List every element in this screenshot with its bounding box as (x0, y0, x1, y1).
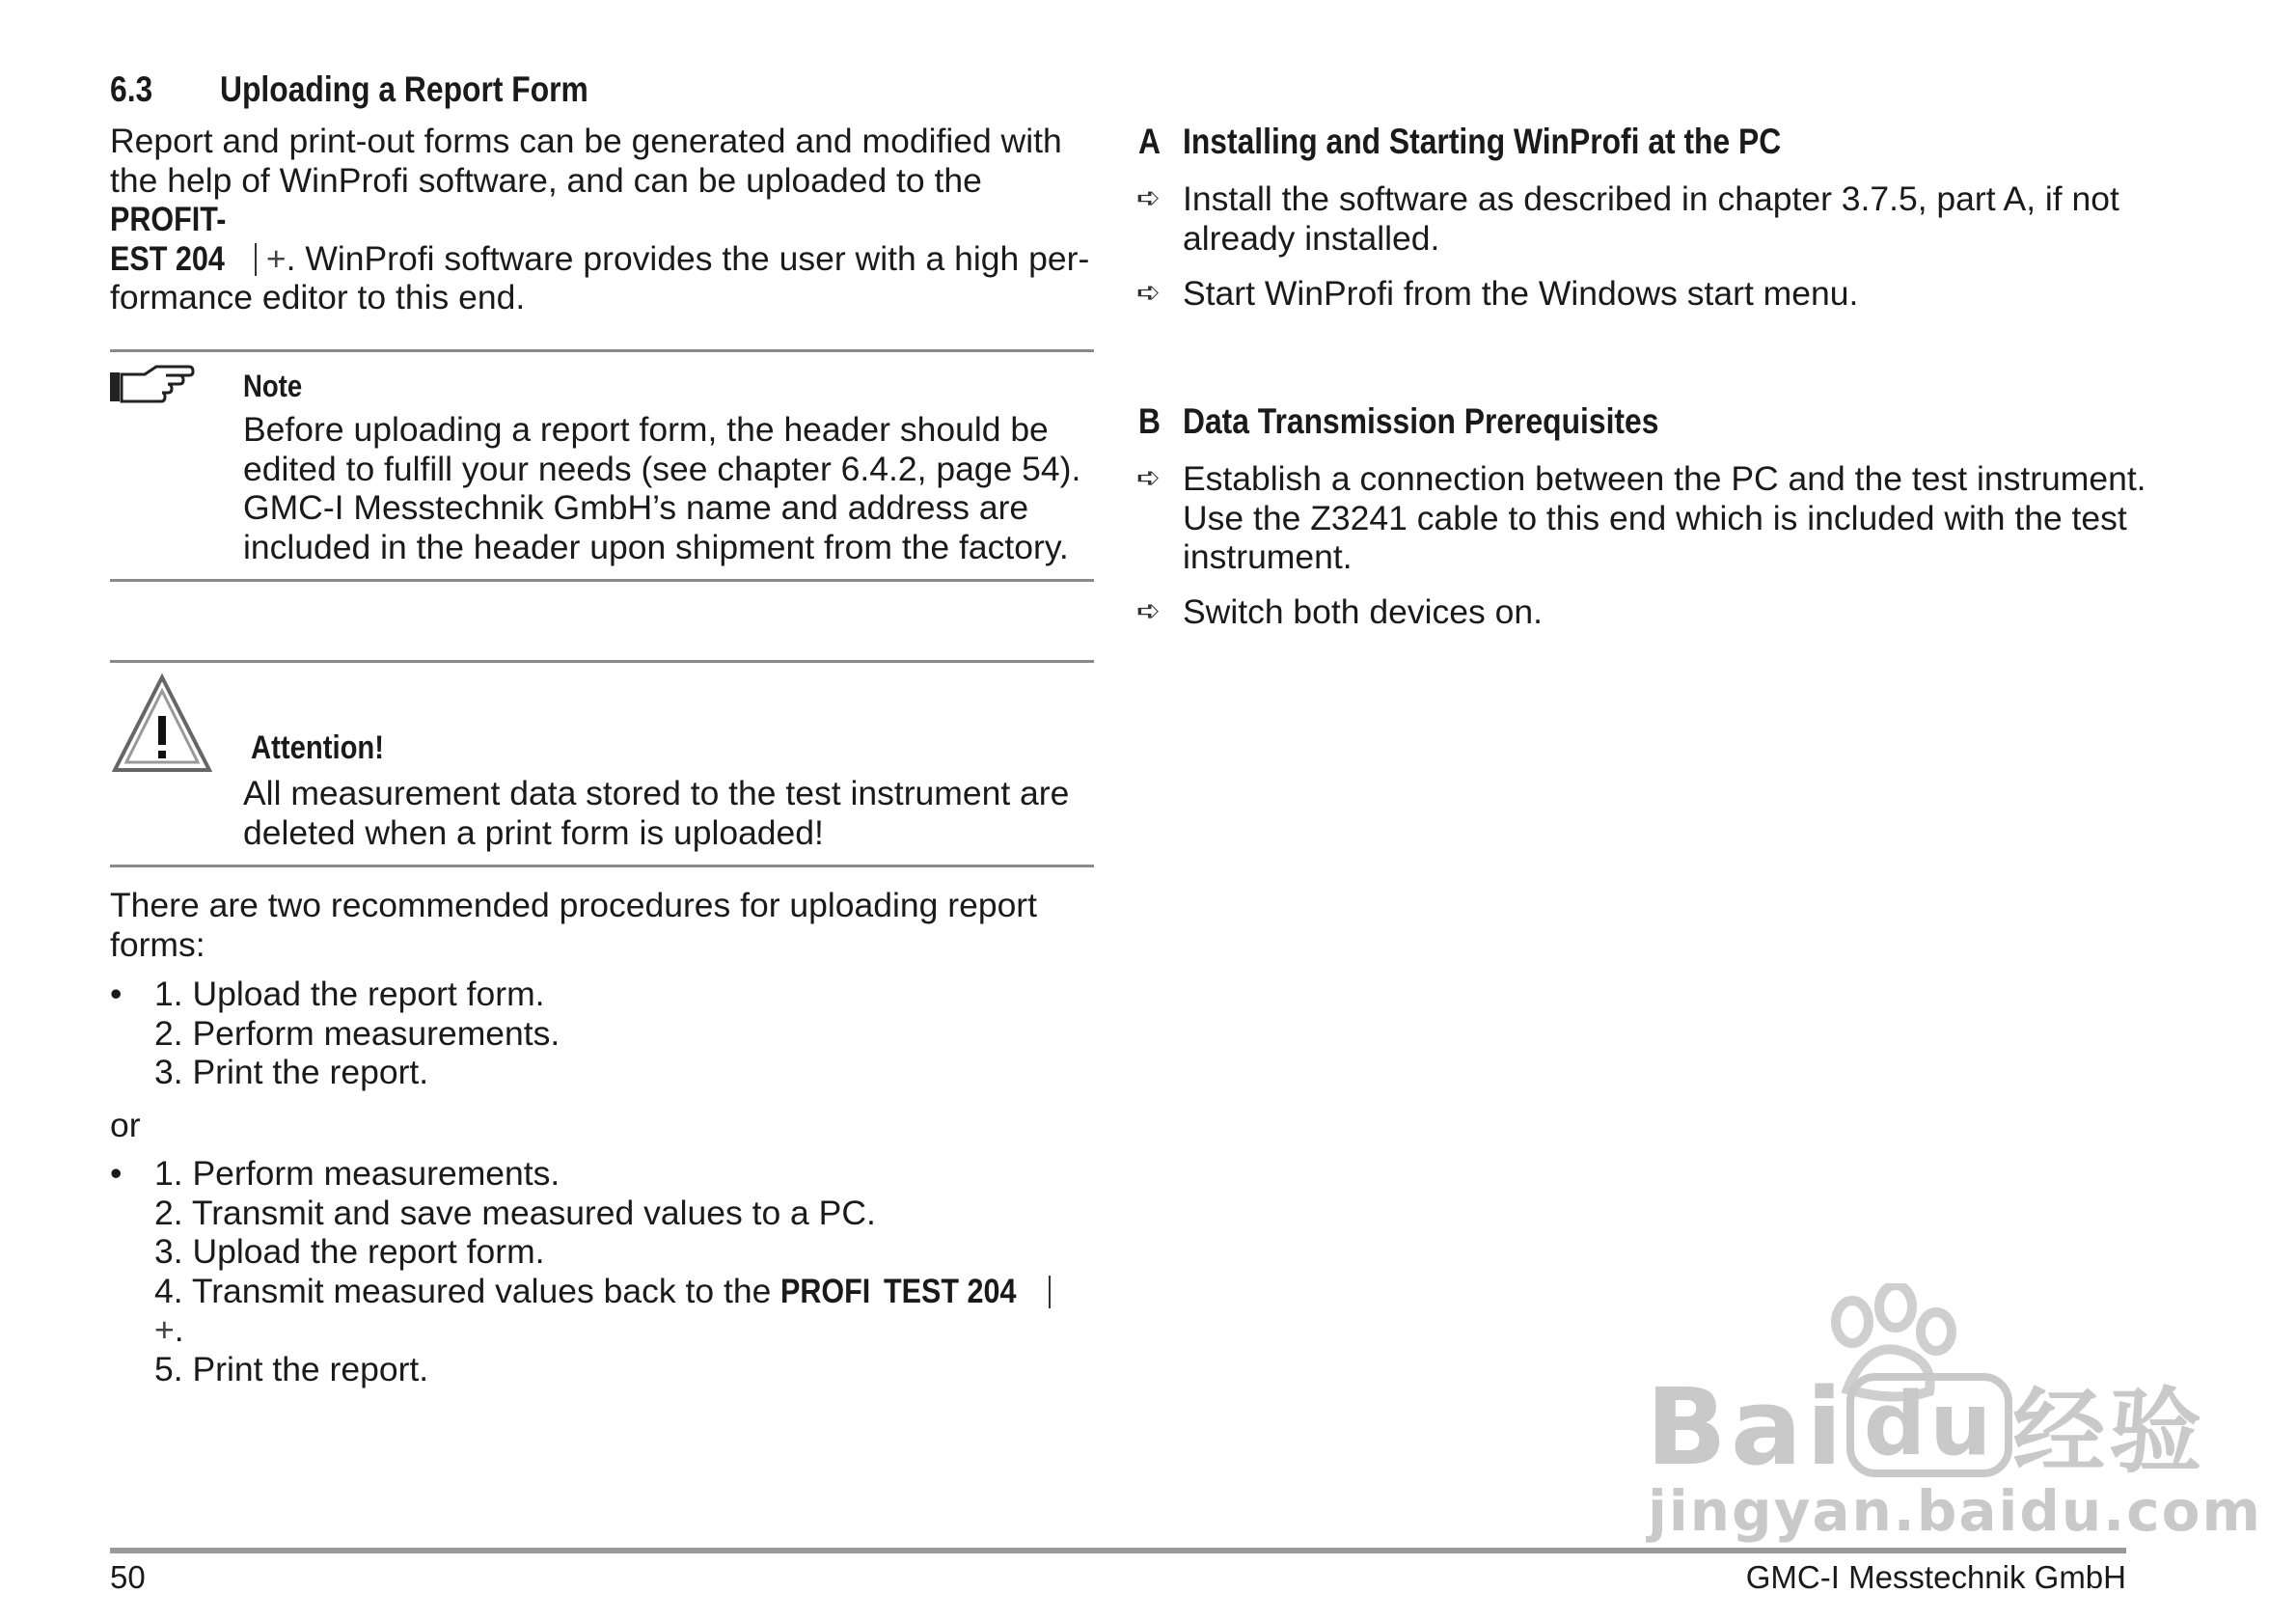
list-item (154, 1272, 1071, 1350)
brand-divider (1049, 1276, 1051, 1308)
procedures-intro: There are two recommended procedures for uploading report forms: (110, 886, 1037, 964)
note-text: Before uploading a report form, the header should be edited to fulfill your needs (see chapter 6.4.2, page 54). GMC-I Messtechnik GmbH’s name and address are included in the header upon shipment from the factory. (243, 410, 1081, 566)
footer-divider (110, 1548, 2126, 1553)
arrow-icon: ➪ (1136, 462, 1162, 494)
brand-divider (255, 243, 257, 276)
plus-symbol: + (154, 1310, 175, 1349)
step4-post: . (174, 1310, 184, 1349)
watermark-brand-cn: 经验 (2012, 1378, 2206, 1486)
watermark-brand-du: du (1846, 1373, 2013, 1477)
divider (110, 349, 1094, 352)
warning-triangle-icon (112, 673, 212, 774)
divider (110, 865, 1094, 867)
page-number: 50 (110, 1559, 146, 1595)
watermark-brand (1646, 1359, 2205, 1491)
footer-company: GMC-I Messtechnik GmbH (1745, 1559, 2126, 1595)
list-item: 3. Print the report. (154, 1053, 429, 1091)
or-text: or (110, 1106, 141, 1144)
list-item: 2. Transmit and save measured values to a PC. (154, 1193, 876, 1232)
section-title: Uploading a Report Form (220, 69, 588, 109)
list-item: 2. Perform measurements. (154, 1013, 560, 1053)
note-title: Note (243, 369, 303, 403)
intro-pre: Report and print-out forms can be generated and modified with the help of WinProfi software, and can be uploaded to the (110, 122, 1062, 200)
brand-name: EST 204 (110, 238, 225, 278)
section-b-letter: B (1138, 401, 1161, 441)
list-item: 1. Upload the report form. (154, 975, 545, 1013)
step4-pre: 4. Transmit measured values back to the (154, 1271, 781, 1310)
list-item: 1. Perform measurements. (154, 1154, 560, 1193)
brand-name: PROFI (780, 1271, 871, 1310)
brand-name: TEST 204 (883, 1271, 1017, 1310)
section-b-title: Data Transmission Prerequisites (1183, 401, 1659, 441)
watermark-url: jingyan.baidu.com (1648, 1478, 2262, 1544)
section-b-item: Switch both devices on. (1183, 592, 1543, 631)
list-item: 5. Print the report. (154, 1349, 429, 1388)
section-a-title: Installing and Starting WinProfi at the PC (1183, 122, 1782, 161)
procedure-list-1 (154, 975, 1071, 1092)
intro-post: . WinProfi software provides the user with a high per-formance editor to this end. (110, 238, 1090, 316)
pointing-hand-icon (108, 363, 195, 407)
arrow-icon: ➪ (1136, 182, 1162, 214)
divider (110, 579, 1094, 582)
bullet: • (110, 975, 123, 1013)
divider (110, 660, 1094, 663)
intro-paragraph (110, 122, 1094, 317)
section-b-item: Establish a connection between the PC and the test instrument. Use the Z3241 cable to this end which is included with the test instrument. (1183, 459, 2146, 576)
bullet: • (110, 1154, 123, 1193)
section-a-item: Start WinProfi from the Windows start menu. (1183, 274, 1859, 313)
arrow-icon: ➪ (1136, 277, 1162, 309)
section-a-item: Install the software as described in chapter 3.7.5, part A, if not already installed. (1183, 179, 2119, 258)
list-item: 3. Upload the report form. (154, 1232, 545, 1271)
plus-symbol: + (265, 238, 287, 278)
arrow-icon: ➪ (1136, 595, 1162, 627)
section-number: 6.3 (110, 69, 153, 109)
procedure-list-2 (154, 1154, 1071, 1388)
brand-name: PROFIT- (110, 200, 227, 238)
section-a-letter: A (1138, 122, 1161, 161)
watermark-brand-bai: Bai (1646, 1365, 1846, 1489)
attention-text: All measurement data stored to the test instrument are deleted when a print form is uploaded! (243, 774, 1070, 852)
attention-title: Attention! (251, 729, 385, 766)
